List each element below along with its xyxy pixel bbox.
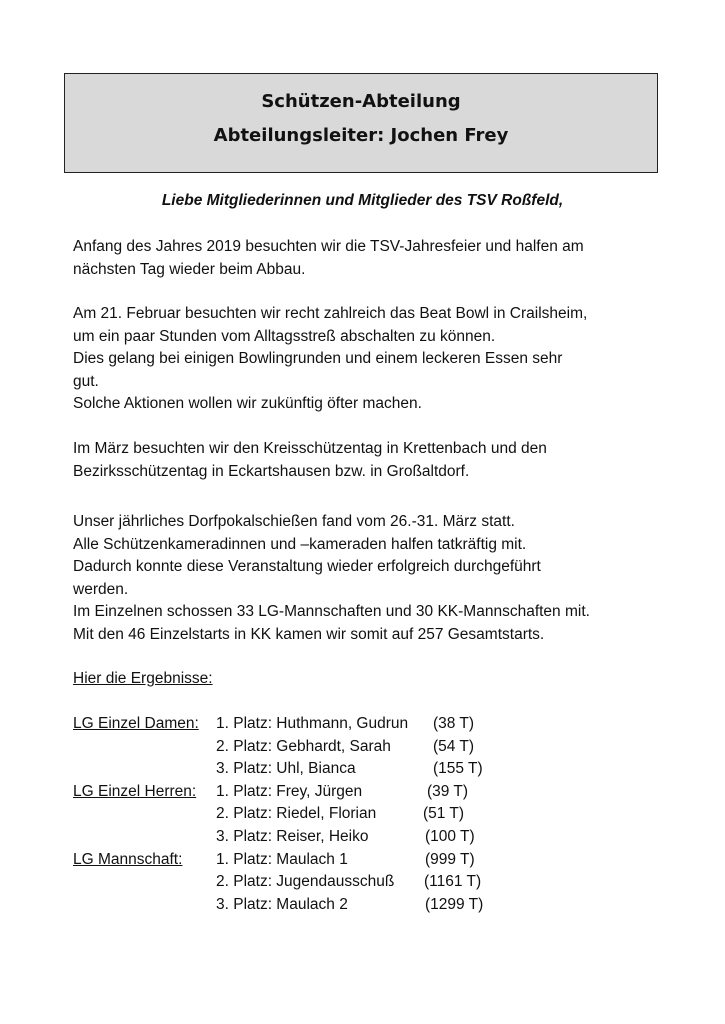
text-line: Im Einzelnen schossen 33 LG-Mannschaften und 30 KK-Mannschaften mit. [73, 603, 590, 620]
text-line: Im März besuchten wir den Kreisschützentag in Krettenbach und den [73, 440, 547, 457]
result-category: LG Einzel Herren: [73, 782, 197, 800]
results-heading: Hier die Ergebnisse: [73, 670, 213, 687]
result-points: (39 T) [427, 782, 469, 800]
text-line: Am 21. Februar besuchten wir recht zahlreich das Beat Bowl in Crailsheim, [73, 305, 588, 322]
result-points: (155 T) [433, 760, 483, 778]
text-line: Dadurch konnte diese Veranstaltung wieder erfolgreich durchgeführt [73, 558, 541, 575]
result-place: 3. Platz: Maulach 2 [216, 895, 348, 913]
result-place: 3. Platz: Reiser, Heiko [216, 827, 369, 845]
result-category: LG Einzel Damen: [73, 715, 199, 732]
paragraph-1 [73, 236, 673, 281]
result-points: (100 T) [425, 827, 475, 845]
header-box [64, 73, 658, 173]
text-line: Anfang des Jahres 2019 besuchten wir die TSV-Jahresfeier und halfen am [73, 238, 584, 255]
result-place: 3. Platz: Uhl, Bianca [216, 760, 356, 778]
text-line: Solche Aktionen wollen wir zukünftig öfter machen. [73, 395, 422, 412]
text-line: Bezirksschützentag in Eckartshausen bzw. in Großaltdorf. [73, 462, 470, 480]
text-line: gut. [73, 372, 99, 390]
text-line: Alle Schützenkameradinnen und –kameraden halfen tatkräftig mit. [73, 535, 527, 553]
text-line: Mit den 46 Einzelstarts in KK kamen wir somit auf 257 Gesamtstarts. [73, 625, 545, 643]
result-place: 1. Platz: Maulach 1 [216, 850, 348, 868]
result-points: (999 T) [425, 850, 475, 868]
result-place: 1. Platz: Huthmann, Gudrun [216, 715, 409, 732]
paragraph-3 [73, 438, 673, 483]
result-place: 2. Platz: Gebhardt, Sarah [216, 737, 391, 755]
salutation: Liebe Mitgliederinnen und Mitglieder des TSV Roßfeld, [161, 192, 564, 209]
text-line: Dies gelang bei einigen Bowlingrunden und einem leckeren Essen sehr [73, 350, 563, 367]
result-place: 2. Platz: Riedel, Florian [216, 805, 377, 823]
section-leader: Abteilungsleiter: Jochen Frey [213, 125, 509, 146]
text-line: Unser jährliches Dorfpokalschießen fand vom 26.-31. März statt. [73, 513, 515, 530]
paragraph-2 [73, 303, 673, 416]
result-points: (54 T) [433, 737, 475, 755]
section-title: Schützen-Abteilung [261, 91, 461, 112]
result-place: 1. Platz: Frey, Jürgen [216, 782, 363, 800]
text-line: werden. [73, 580, 129, 598]
paragraph-4 [73, 511, 673, 646]
result-points: (51 T) [423, 805, 465, 823]
text-line: nächsten Tag wieder beim Abbau. [73, 260, 306, 278]
result-points: (38 T) [433, 715, 475, 732]
result-points: (1299 T) [425, 895, 484, 913]
text-line: um ein paar Stunden vom Alltagsstreß abschalten zu können. [73, 327, 496, 345]
result-category: LG Mannschaft: [73, 850, 183, 868]
result-points: (1161 T) [424, 873, 482, 891]
result-place: 2. Platz: Jugendausschuß [216, 873, 395, 891]
